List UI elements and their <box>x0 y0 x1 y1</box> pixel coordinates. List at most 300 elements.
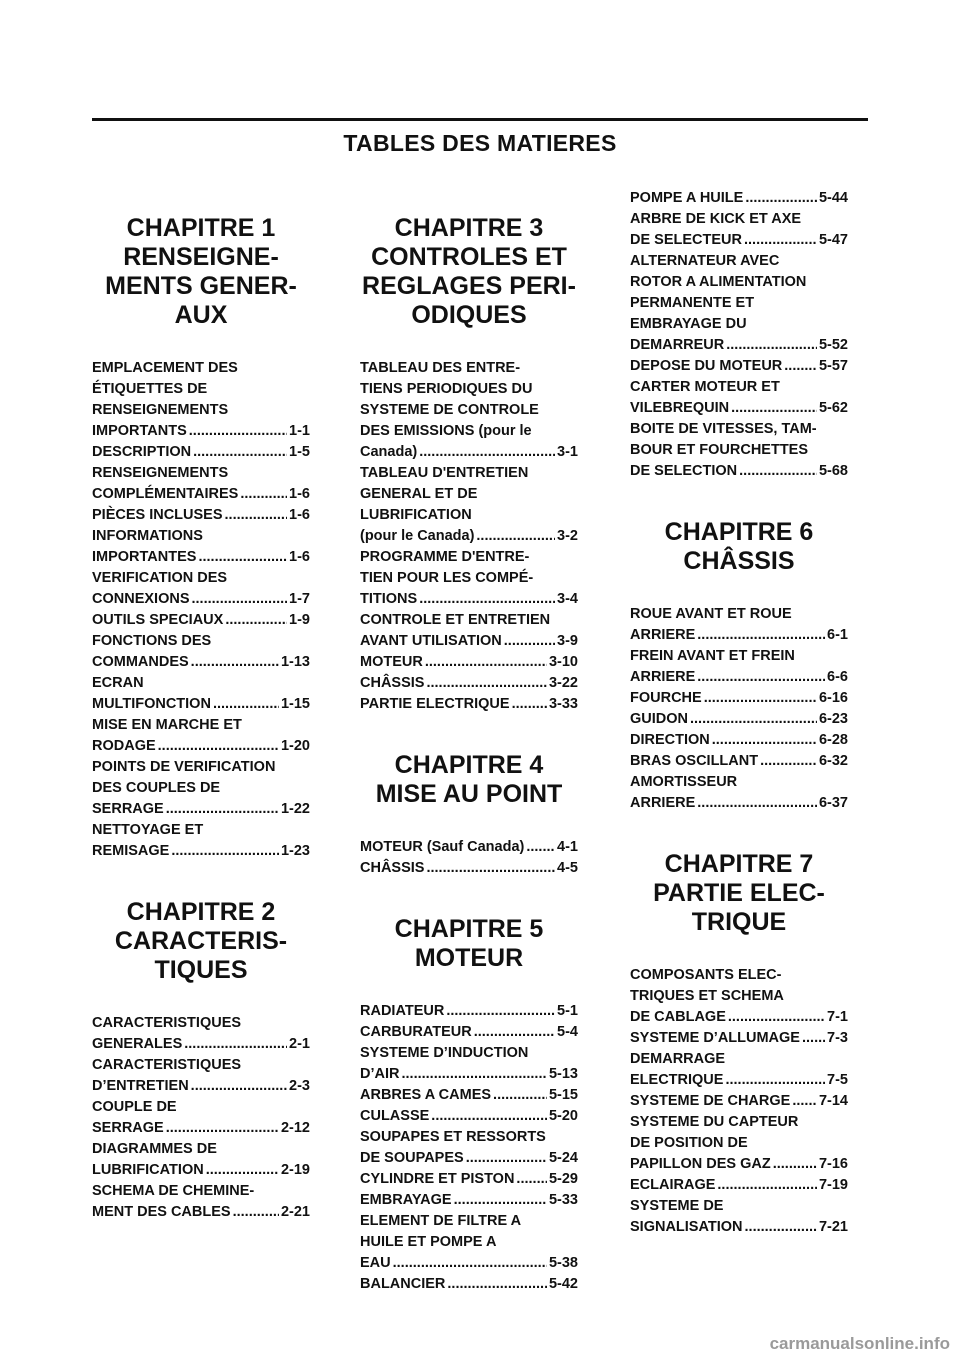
page-number: 2-19 <box>280 1162 310 1178</box>
chapter-block <box>360 200 578 715</box>
chapter-title-line: CHAPITRE 2 <box>126 898 276 926</box>
dot-leader <box>802 1028 825 1049</box>
toc-entry-text: DEMARRAGE <box>630 1051 726 1067</box>
toc-entry-text: (pour le Canada) <box>360 528 475 544</box>
page-number: 2-21 <box>280 1204 310 1220</box>
toc-entry-text: SERRAGE <box>92 801 164 817</box>
dot-leader <box>166 799 279 820</box>
toc-entry[interactable] <box>92 463 310 505</box>
chapter-block <box>630 836 848 1238</box>
page-number: 1-5 <box>289 444 310 460</box>
toc-entry[interactable] <box>630 1196 848 1238</box>
toc-entry-text: RODAGE <box>92 738 156 754</box>
toc-entry-text: NETTOYAGE ET <box>92 822 204 838</box>
toc-entry-text: DIAGRAMMES DE <box>92 1141 217 1157</box>
dot-leader <box>744 230 817 251</box>
toc-entry-text: DEMARREUR <box>630 337 725 353</box>
page-number: 5-13 <box>548 1066 578 1082</box>
toc-entry-text: ROUE AVANT ET ROUE <box>630 606 792 622</box>
dot-leader <box>193 442 287 463</box>
toc-entry[interactable] <box>92 358 310 442</box>
toc-entry[interactable] <box>360 652 578 673</box>
toc-entry-text: MENT DES CABLES <box>92 1204 231 1220</box>
page-number: 7-3 <box>827 1030 848 1046</box>
page-number: 3-9 <box>557 633 578 649</box>
toc-entry-text: COMMANDES <box>92 654 189 670</box>
toc-entry-text: TRIQUES ET SCHEMA <box>630 988 784 1004</box>
toc-entry-text: PAPILLON DES GAZ <box>630 1156 771 1172</box>
dot-leader <box>725 1070 825 1091</box>
toc-entry[interactable] <box>92 526 310 568</box>
chapter-title-line: MOTEUR <box>414 944 524 972</box>
chapter-title-line: CHAPITRE 4 <box>394 751 544 779</box>
toc-entry-text: TIEN POUR LES COMPÉ- <box>360 570 534 586</box>
toc-entry[interactable] <box>92 1139 310 1181</box>
chapter-title-line: ODIQUES <box>411 301 527 329</box>
toc-entry-text: GENERAL ET DE <box>360 486 478 502</box>
page-number: 1-6 <box>289 486 310 502</box>
toc-entry[interactable] <box>630 377 848 419</box>
toc-entry-text: TIENS PERIODIQUES DU <box>360 381 533 397</box>
page-number: 6-32 <box>818 753 848 769</box>
toc-entry-text: POINTS DE VERIFICATION <box>92 759 276 775</box>
dot-leader <box>690 709 817 730</box>
toc-entry[interactable] <box>360 610 578 652</box>
page-number: 1-7 <box>289 591 310 607</box>
page-number: 5-1 <box>557 1003 578 1019</box>
toc-entry-text: ARBRE DE KICK ET AXE <box>630 211 802 227</box>
page-number: 1-6 <box>289 549 310 565</box>
page-number: 6-28 <box>818 732 848 748</box>
toc-entry[interactable] <box>92 820 310 862</box>
toc-entry[interactable] <box>630 1091 848 1112</box>
page-number: 7-19 <box>818 1177 848 1193</box>
toc-entry[interactable] <box>360 1127 578 1169</box>
chapter-title-line: CARACTERIS- <box>114 927 288 955</box>
toc-entry-text: CARTER MOTEUR ET <box>630 379 780 395</box>
chapter-title <box>92 200 310 330</box>
chapter-title-line: TIQUES <box>154 956 248 984</box>
page-number: 5-42 <box>548 1276 578 1292</box>
dot-leader <box>454 1190 547 1211</box>
toc-entry-text: ALTERNATEUR AVEC <box>630 253 780 269</box>
dot-leader <box>425 652 547 673</box>
toc-entry-text: INFORMATIONS <box>92 528 203 544</box>
dot-leader <box>419 589 555 610</box>
toc-entry-text: EMBRAYAGE <box>360 1192 452 1208</box>
dot-leader <box>466 1148 547 1169</box>
toc-entry-text: DE SOUPAPES <box>360 1150 464 1166</box>
toc-entry-text: CONTROLE ET ENTRETIEN <box>360 612 551 628</box>
chapter-title <box>360 737 578 809</box>
toc-entry-text: VERIFICATION DES <box>92 570 228 586</box>
page-number: 2-3 <box>289 1078 310 1094</box>
toc-entry[interactable] <box>360 1274 578 1295</box>
toc-entry-text: SYSTEME DU CAPTEUR <box>630 1114 799 1130</box>
toc-entry-text: Canada) <box>360 444 418 460</box>
page-number: 1-15 <box>280 696 310 712</box>
toc-entry-text: REMISAGE <box>92 843 170 859</box>
toc-entry-text: CARBURATEUR <box>360 1024 472 1040</box>
toc-entry-text: MOTEUR (Sauf Canada) <box>360 839 525 855</box>
toc-entry-text: POMPE A HUILE <box>630 190 744 206</box>
toc-entry[interactable] <box>360 547 578 610</box>
toc-entry-text: MULTIFONCTION <box>92 696 211 712</box>
toc-entry-text: D’AIR <box>360 1066 400 1082</box>
page-number: 1-1 <box>289 423 310 439</box>
chapter-title <box>360 200 578 330</box>
toc-entry-text: CHÂSSIS <box>360 675 425 691</box>
page-number: 7-5 <box>827 1072 848 1088</box>
toc-entry[interactable] <box>630 688 848 709</box>
toc-entry-text: DE SELECTION <box>630 463 738 479</box>
chapter-title-line: CHAPITRE 6 <box>664 518 814 546</box>
dot-leader <box>426 858 555 879</box>
toc-entry-text: CARACTERISTIQUES <box>92 1015 242 1031</box>
toc-entry[interactable] <box>360 673 578 694</box>
toc-entry[interactable] <box>630 1175 848 1196</box>
dot-leader <box>717 1175 817 1196</box>
dot-leader <box>171 841 279 862</box>
toc-entry-text: BOITE DE VITESSES, TAM- <box>630 421 817 437</box>
toc-entry[interactable] <box>630 730 848 751</box>
page-number: 1-23 <box>280 843 310 859</box>
chapter-block <box>92 200 310 862</box>
chapter-title-line: CONTROLES ET <box>371 243 567 271</box>
chapter-title-line: RENSEIGNE- <box>123 243 279 271</box>
page-number: 3-10 <box>548 654 578 670</box>
toc-entry[interactable] <box>630 646 848 688</box>
toc-entry-text: MOTEUR <box>360 654 423 670</box>
page-number: 6-37 <box>818 795 848 811</box>
toc-entry-text: FREIN AVANT ET FREIN <box>630 648 795 664</box>
toc-entry-text: RENSEIGNEMENTS <box>92 402 229 418</box>
toc-entry[interactable] <box>92 505 310 526</box>
dot-leader <box>213 694 279 715</box>
toc-entry-text: HUILE ET POMPE A <box>360 1234 497 1250</box>
toc-entry[interactable] <box>360 694 578 715</box>
toc-entry[interactable] <box>630 356 848 377</box>
dot-leader <box>745 188 817 209</box>
toc-entry[interactable] <box>92 1181 310 1223</box>
toc-entry-text: IMPORTANTES <box>92 549 197 565</box>
page-number: 5-33 <box>548 1192 578 1208</box>
page-number: 5-24 <box>548 1150 578 1166</box>
toc-entry-text: GUIDON <box>630 711 688 727</box>
dot-leader <box>760 751 817 772</box>
page-number: 5-68 <box>818 463 848 479</box>
page-number: 5-29 <box>548 1171 578 1187</box>
dot-leader <box>731 398 817 419</box>
toc-entry-text: DEPOSE DU MOTEUR <box>630 358 783 374</box>
toc-entry[interactable] <box>360 1211 578 1274</box>
toc-entry-text: DE SELECTEUR <box>630 232 742 248</box>
toc-entry[interactable] <box>630 751 848 772</box>
toc-column-1 <box>92 200 310 1245</box>
toc-entry[interactable] <box>92 610 310 631</box>
page-number: 4-5 <box>557 860 578 876</box>
toc-entry-text: LUBRIFICATION <box>360 507 472 523</box>
page-number: 3-33 <box>548 696 578 712</box>
page-number: 3-1 <box>557 444 578 460</box>
toc-entry[interactable] <box>360 858 578 879</box>
toc-entry[interactable] <box>630 709 848 730</box>
page-number: 5-15 <box>548 1087 578 1103</box>
dot-leader <box>493 1085 547 1106</box>
toc-entry-text: SCHEMA DE CHEMINE- <box>92 1183 255 1199</box>
chapter-title <box>630 504 848 576</box>
toc-entry[interactable] <box>630 965 848 1028</box>
toc-entry-text: DESCRIPTION <box>92 444 192 460</box>
dot-leader <box>712 730 817 751</box>
toc-entry[interactable] <box>92 673 310 715</box>
chapter-block <box>630 504 848 814</box>
toc-entry[interactable] <box>630 1049 848 1091</box>
chapter-title-line: MENTS GENER- <box>105 272 297 300</box>
dot-leader <box>233 1202 279 1223</box>
toc-entry-text: EAU <box>360 1255 391 1271</box>
toc-column-3 <box>630 190 848 1260</box>
toc-entry-text: OUTILS SPECIAUX <box>92 612 224 628</box>
page-number: 5-47 <box>818 232 848 248</box>
toc-entry-text: TITIONS <box>360 591 418 607</box>
chapter-title-line: CHAPITRE 3 <box>394 214 544 242</box>
toc-entry-text: PARTIE ELECTRIQUE <box>360 696 510 712</box>
dot-leader <box>516 1169 547 1190</box>
toc-entry[interactable] <box>630 251 848 356</box>
toc-entry-text: LUBRIFICATION <box>92 1162 204 1178</box>
page-number: 3-22 <box>548 675 578 691</box>
toc-entry-text: CHÂSSIS <box>360 860 425 876</box>
chapter-title-line: MISE AU POINT <box>375 780 563 808</box>
toc-entry-text: MISE EN MARCHE ET <box>92 717 242 733</box>
chapter-title <box>360 901 578 973</box>
dot-leader <box>198 547 287 568</box>
toc-entry-text: DE POSITION DE <box>630 1135 748 1151</box>
dot-leader <box>225 610 287 631</box>
toc-entry-text: CONNEXIONS <box>92 591 190 607</box>
toc-entry[interactable] <box>92 1055 310 1097</box>
dot-leader <box>158 736 279 757</box>
dot-leader <box>401 1064 546 1085</box>
toc-entry-text: BALANCIER <box>360 1276 446 1292</box>
toc-entry[interactable] <box>360 1106 578 1127</box>
toc-entry-text: SYSTEME DE CHARGE <box>630 1093 791 1109</box>
page-number: 5-38 <box>548 1255 578 1271</box>
toc-entry-text: ELEMENT DE FILTRE A <box>360 1213 522 1229</box>
toc-entry[interactable] <box>630 604 848 646</box>
toc-entry[interactable] <box>630 1112 848 1175</box>
toc-entry-text: BOUR ET FOURCHETTES <box>630 442 809 458</box>
chapter-title-line: CHAPITRE 5 <box>394 915 544 943</box>
toc-entry-text: SOUPAPES ET RESSORTS <box>360 1129 546 1145</box>
dot-leader <box>189 421 287 442</box>
toc-entry-text: ECRAN <box>92 675 144 691</box>
page-title: TABLES DES MATIERES <box>343 130 617 156</box>
toc-entry[interactable] <box>360 1169 578 1190</box>
dot-leader <box>697 625 825 646</box>
toc-entry[interactable] <box>360 1001 578 1022</box>
dot-leader <box>393 1253 547 1274</box>
dot-leader <box>792 1091 817 1112</box>
toc-entry[interactable] <box>630 772 848 814</box>
toc-entry-text: FOURCHE <box>630 690 702 706</box>
toc-entry-text: D’ENTRETIEN <box>92 1078 189 1094</box>
toc-entry-text: RADIATEUR <box>360 1003 445 1019</box>
toc-entry-text: CYLINDRE ET PISTON <box>360 1171 515 1187</box>
toc-entry-text: DES EMISSIONS (pour le <box>360 423 532 439</box>
toc-entry[interactable] <box>360 1022 578 1043</box>
dot-leader <box>504 631 555 652</box>
toc-entry[interactable] <box>360 358 578 463</box>
dot-leader <box>728 1007 825 1028</box>
page-number: 2-12 <box>280 1120 310 1136</box>
dot-leader <box>446 1001 555 1022</box>
dot-leader <box>206 1160 279 1181</box>
dot-leader <box>476 526 555 547</box>
page-number: 2-1 <box>289 1036 310 1052</box>
dot-leader <box>704 688 817 709</box>
toc-entry-text: RENSEIGNEMENTS <box>92 465 229 481</box>
toc-entry[interactable] <box>92 442 310 463</box>
page-number: 1-6 <box>289 507 310 523</box>
toc-entry-text: EMPLACEMENT DES <box>92 360 238 376</box>
toc-entry[interactable] <box>92 715 310 757</box>
toc-entry-text: SYSTEME D’INDUCTION <box>360 1045 529 1061</box>
page-number: 7-1 <box>827 1009 848 1025</box>
dot-leader <box>697 667 825 688</box>
toc-entry-text: SYSTEME D’ALLUMAGE <box>630 1030 800 1046</box>
toc-entry-text: ARRIERE <box>630 795 696 811</box>
toc-entry[interactable] <box>360 463 578 547</box>
dot-leader <box>166 1118 279 1139</box>
page-number: 7-21 <box>818 1219 848 1235</box>
toc-entry-text: DIRECTION <box>630 732 710 748</box>
chapter-title-line: AUX <box>174 301 228 329</box>
page-number: 6-6 <box>827 669 848 685</box>
toc-entry-text: ÉTIQUETTES DE <box>92 381 208 397</box>
page-number: 1-13 <box>280 654 310 670</box>
toc-entry-text: PROGRAMME D'ENTRE- <box>360 549 530 565</box>
toc-entry-text: SERRAGE <box>92 1120 164 1136</box>
page-number: 5-44 <box>818 190 848 206</box>
chapter-block <box>92 884 310 1223</box>
dot-leader <box>745 1217 817 1238</box>
page-number: 5-20 <box>548 1108 578 1124</box>
toc-entry-text: COMPLÉMENTAIRES <box>92 486 239 502</box>
chapter-title <box>630 836 848 937</box>
toc-entry-text: CARACTERISTIQUES <box>92 1057 242 1073</box>
toc-entry-text: DES COUPLES DE <box>92 780 221 796</box>
dot-leader <box>191 1076 287 1097</box>
page-number: 1-9 <box>289 612 310 628</box>
dot-leader <box>447 1274 547 1295</box>
toc-entry-text: ECLAIRAGE <box>630 1177 716 1193</box>
toc-entry-text: CULASSE <box>360 1108 430 1124</box>
toc-entry[interactable] <box>92 631 310 673</box>
dot-leader <box>784 356 817 377</box>
page-number: 5-62 <box>818 400 848 416</box>
toc-entry-text: SIGNALISATION <box>630 1219 743 1235</box>
toc-entry-text: ARBRES A CAMES <box>360 1087 492 1103</box>
toc-entry-text: FONCTIONS DES <box>92 633 212 649</box>
toc-entry-text: VILEBREQUIN <box>630 400 730 416</box>
toc-entry-text: PERMANENTE ET <box>630 295 755 311</box>
toc-entry-text: AVANT UTILISATION <box>360 633 502 649</box>
toc-entry-text: TABLEAU DES ENTRE- <box>360 360 521 376</box>
toc-entry-text: COMPOSANTS ELEC- <box>630 967 782 983</box>
page-number: 1-22 <box>280 801 310 817</box>
chapter-title-line: TRIQUE <box>691 908 787 936</box>
page-number: 6-1 <box>827 627 848 643</box>
toc-entry[interactable] <box>630 188 848 209</box>
dot-leader <box>191 652 279 673</box>
toc-entry[interactable] <box>630 1028 848 1049</box>
chapter-block <box>360 901 578 1295</box>
dot-leader <box>426 673 547 694</box>
toc-entry-text: ARRIERE <box>630 669 696 685</box>
chapter-block <box>360 737 578 879</box>
toc-entry-text: PIÈCES INCLUSES <box>92 507 223 523</box>
toc-entry[interactable] <box>630 209 848 251</box>
toc-entry-text: SYSTEME DE <box>630 1198 724 1214</box>
page-number: 7-16 <box>818 1156 848 1172</box>
toc-entry[interactable] <box>360 1190 578 1211</box>
toc-column-2 <box>360 200 578 1317</box>
watermark: carmanualsonline.info <box>769 1334 950 1353</box>
dot-leader <box>184 1034 287 1055</box>
page-number: 7-14 <box>818 1093 848 1109</box>
toc-entry-text: ARRIERE <box>630 627 696 643</box>
chapter-title-line: CHAPITRE 7 <box>664 850 814 878</box>
toc-entry[interactable] <box>360 1043 578 1085</box>
dot-leader <box>773 1154 817 1175</box>
page-number: 6-16 <box>818 690 848 706</box>
chapter-block <box>630 188 848 482</box>
toc-entry[interactable] <box>92 568 310 610</box>
toc-entry[interactable] <box>92 1097 310 1139</box>
toc-entry[interactable] <box>630 419 848 482</box>
page-number: 3-4 <box>557 591 578 607</box>
toc-entry[interactable] <box>92 1013 310 1055</box>
dot-leader <box>225 505 288 526</box>
dot-leader <box>192 589 288 610</box>
dot-leader <box>431 1106 547 1127</box>
toc-entry-text: SYSTEME DE CONTROLE <box>360 402 539 418</box>
toc-entry-text: TABLEAU D'ENTRETIEN <box>360 465 529 481</box>
page-number: 5-57 <box>818 358 848 374</box>
page-number: 4-1 <box>557 839 578 855</box>
chapter-title-line: PARTIE ELEC- <box>653 879 825 907</box>
chapter-title-line: CHÂSSIS <box>683 547 795 575</box>
dot-leader <box>526 837 555 858</box>
dot-leader <box>697 793 817 814</box>
toc-entry[interactable] <box>360 837 578 858</box>
toc-entry-text: AMORTISSEUR <box>630 774 738 790</box>
dot-leader <box>739 461 817 482</box>
toc-entry-text: ROTOR A ALIMENTATION <box>630 274 807 290</box>
dot-leader <box>512 694 547 715</box>
toc-entry[interactable] <box>92 757 310 820</box>
toc-entry-text: BRAS OSCILLANT <box>630 753 759 769</box>
toc-entry-text: DE CABLAGE <box>630 1009 726 1025</box>
dot-leader <box>240 484 287 505</box>
toc-entry-text: IMPORTANTS <box>92 423 187 439</box>
page-number: 5-4 <box>557 1024 578 1040</box>
chapter-title-line: CHAPITRE 1 <box>126 214 276 242</box>
toc-entry[interactable] <box>360 1085 578 1106</box>
page-number: 1-20 <box>280 738 310 754</box>
